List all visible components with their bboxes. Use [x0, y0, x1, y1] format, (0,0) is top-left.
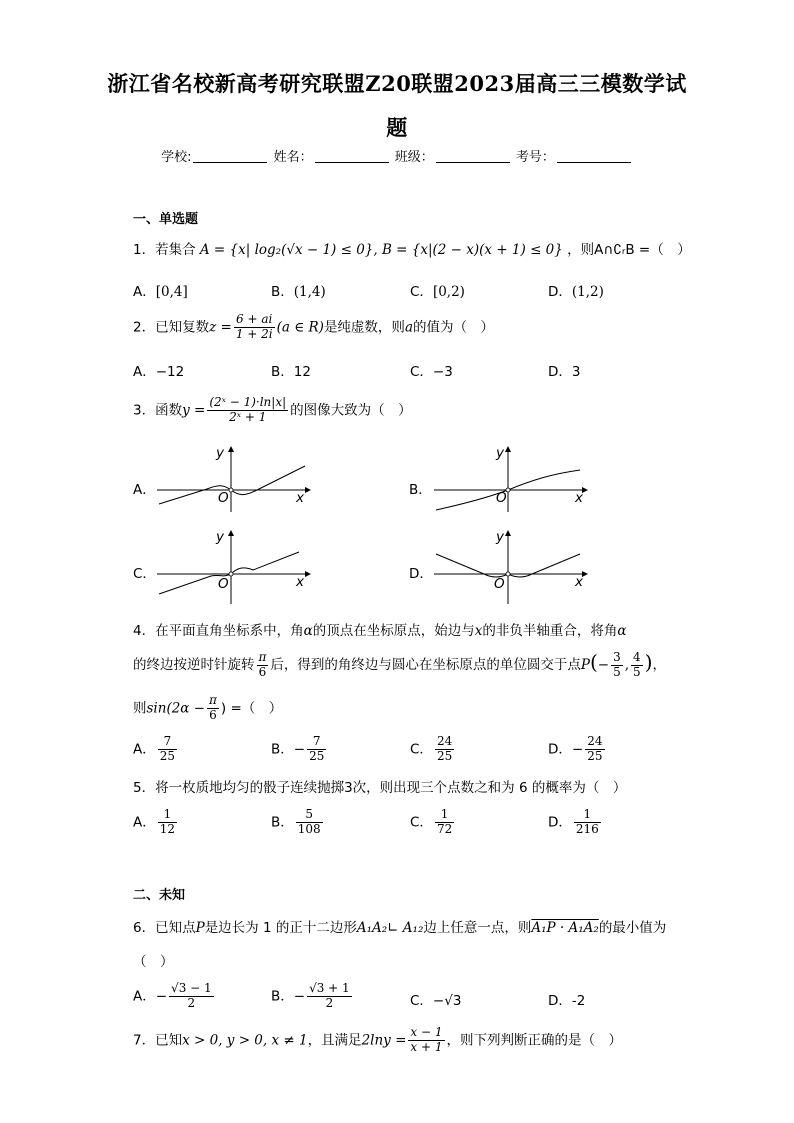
q6-option-b[interactable]: B．− $\frac{√3 + 1}{2}$ [271, 981, 350, 1010]
exam-title-line1: 浙江省名校新高考研究联盟Z20联盟2023届高三三模数学试 [107, 71, 687, 96]
q4-option-a[interactable]: A． $\frac{7}{25}$ [133, 734, 176, 763]
q3-b-x-label: x [575, 490, 583, 506]
question-1 [133, 238, 691, 258]
section-heading-unknown: 二、未知 [133, 888, 186, 903]
q4-option-d[interactable]: D．− $\frac{24}{25}$ [548, 734, 603, 763]
q5-option-c[interactable]: C． $\frac{1}{72}$ [410, 807, 453, 836]
q3-d-x-label: x [575, 574, 583, 590]
question-4-line-2: 的终边按逆时针旋转 $\frac{\pi}{6}$ 后，得到的角终边与圆心在坐标原点的单位圆交于点P(− $\frac{3}{5}$ , $\frac{4}{5}$ )， [133, 649, 666, 679]
q6-option-a[interactable]: A．− $\frac{√3 - 1}{2}$ [133, 981, 212, 1010]
q6-option-c[interactable]: C．−√3 [410, 993, 462, 1009]
q6-option-d[interactable]: D．-2 [548, 993, 586, 1009]
q2-option-a[interactable]: A．−12 [133, 364, 185, 380]
exam-title-line2: 题 [386, 115, 408, 140]
q4-option-c[interactable]: C． $\frac{24}{25}$ [410, 734, 453, 763]
q3-fraction: $\frac{\text{(2ˣ − 1)·ln|x|}}{\text{2ˣ + 1}}$ [209, 395, 287, 424]
q5-option-a[interactable]: A． $\frac{1}{12}$ [133, 807, 176, 836]
name-label: 姓名： [273, 150, 313, 165]
q3-option-c-label[interactable]: C． [133, 566, 156, 582]
q3-graph-d[interactable] [432, 528, 592, 606]
q1-tail: ，则A∩∁ᵣB =（ ） [567, 242, 691, 258]
q2-option-c[interactable]: C．−3 [410, 364, 453, 380]
class-label: 班级： [394, 150, 434, 165]
q3-graph-a[interactable] [155, 444, 315, 514]
class-blank [436, 150, 510, 163]
exam-no-blank [557, 150, 631, 163]
q3-option-d-label[interactable]: D． [409, 566, 433, 582]
q3-c-x-label: x [296, 574, 304, 590]
q3-c-y-label: y [216, 529, 224, 545]
q3-a-origin: O [218, 490, 229, 506]
school-label: 学校: [161, 150, 192, 165]
section-heading-single-choice: 一、单选题 [133, 212, 199, 227]
q3-graph-b[interactable] [432, 444, 592, 514]
q3-graph-c[interactable] [155, 528, 315, 606]
q3-d-y-label: y [496, 529, 504, 545]
exam-no-label: 考号： [515, 150, 555, 165]
q5-option-b[interactable]: B． $\frac{5}{108}$ [271, 807, 321, 836]
question-4-line-1: 4．在平面直角坐标系中，角α的顶点在坐标原点，始边与x的非负半轴重合，将角α [133, 623, 627, 639]
q3-b-y-label: y [496, 445, 504, 461]
question-2: 2．已知复数z = $\frac{6 + ai}{1 + 2i}$ (a ∈ R)是纯虚数，则a的值为（ ） [133, 312, 494, 341]
q3-c-origin: O [218, 576, 229, 592]
q1-option-a[interactable]: A．[0,4] [133, 284, 188, 300]
q5-option-d[interactable]: D． $\frac{1}{216}$ [548, 807, 599, 836]
question-6-line-2: （ ） [133, 954, 174, 970]
name-blank [315, 150, 389, 163]
q3-a-y-label: y [216, 445, 224, 461]
q3-option-a-label[interactable]: A． [133, 482, 156, 498]
question-4-line-3: 则sin(2α − $\frac{\pi}{6}$ ) =（ ） [133, 693, 283, 722]
q1-option-b[interactable]: B．(1,4) [271, 284, 326, 300]
q1-option-c[interactable]: C．[0,2) [410, 284, 465, 300]
school-blank [193, 150, 267, 163]
question-7: 7．已知x > 0, y > 0, x ≠ 1，且满足2lny = $\frac{x - 1}{x + 1}$ ，则下列判断正确的是（ ） [133, 1025, 622, 1054]
q1-sets: A = {x| log₂(√x − 1) ≤ 0}, B = {x|(2 − x)(x + 1) ≤ 0} [199, 242, 563, 258]
q3-b-origin: O [496, 490, 507, 506]
q1-option-d[interactable]: D．(1,2) [548, 284, 604, 300]
q3-option-b-label[interactable]: B． [409, 482, 432, 498]
q2-option-b[interactable]: B．12 [271, 364, 311, 380]
q3-d-origin: O [494, 576, 505, 592]
q2-fraction: $\frac{6 + ai}{1 + 2i}$ [235, 312, 273, 341]
question-6-line-1: 6．已知点P是边长为 1 的正十二边形A₁A₂∟ A₁₂边上任意一点，则A₁P · A₁A₂的最小值为 [133, 920, 667, 936]
question-5: 5．将一枚质地均匀的骰子连续抛掷3次，则出现三个点数之和为 6 的概率为（ ） [133, 780, 627, 796]
student-info-row [0, 146, 794, 165]
q2-option-d[interactable]: D．3 [548, 364, 581, 380]
q1-number: 1．若集合 [133, 242, 196, 258]
q3-a-x-label: x [296, 490, 304, 506]
question-3: 3．函数y = $\frac{\text{(2ˣ − 1)·ln|x|}}{\text{2ˣ + 1}}$ 的图像大致为（ ） [133, 395, 412, 424]
q4-option-b[interactable]: B．− $\frac{7}{25}$ [271, 734, 325, 763]
